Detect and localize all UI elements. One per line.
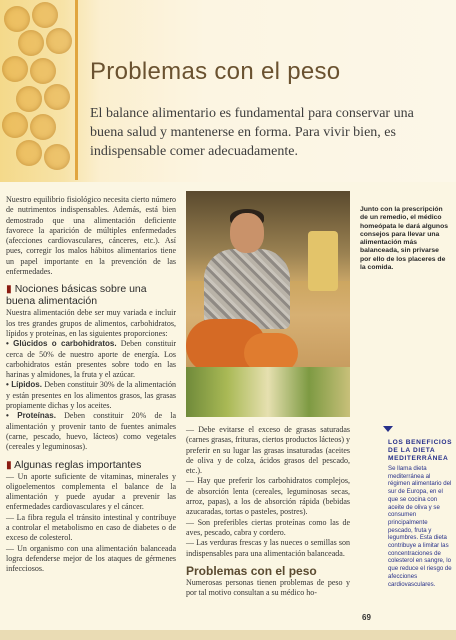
page-number: 69 [362, 613, 371, 622]
page-title: Problemas con el peso [90, 58, 341, 85]
paragraph: Nuestro equilibrio fisiológico necesita cierto número de nutrimentos indispensables. Además, está bien demostrado que una alimentación deficiente favorece la aparición de múltiples enfermedades (afecciones cardiovasculares, cánceres, etc.). Así pues, corregir los malos hábitos alimentarios tiene un papel importante en la prevención de las enfermedades. [6, 195, 176, 277]
list-item: — Hay que preferir los carbohidratos complejos, de absorción lenta (cereales, leguminosas secas, arroz, papas), a los de absorción rápida (bebidas azucaradas, tortas o pasteles, postres). [186, 476, 350, 517]
bullet-icon: ▮ [6, 283, 15, 296]
list-item: — Debe evitarse el exceso de grasas saturadas (carnes grasas, frituras, ciertos productos lácteos) y preferir en su lugar las grasas insaturadas (aceites de oliva y de colza, ácidos grasos del pescado, etc.). [186, 425, 350, 476]
list-item: — Un aporte suficiente de vitaminas, minerales y oligoelementos complementa el balance de la alimentación y puede ayudar a prevenir las enfermedades cardiovasculares y el cáncer. [6, 471, 176, 512]
footer-strip [0, 630, 456, 640]
honeycomb-decoration [0, 0, 80, 182]
paragraph: Numerosas personas tienen problemas de peso y por tal motivo consultan a su médico ho- [186, 577, 350, 598]
list-item: — Son preferibles ciertas proteínas como las de aves, pescado, cabra y cordero. [186, 517, 350, 537]
section-heading: ▮ Nociones básicas sobre una buena alimentación [6, 283, 147, 308]
accent-bar [75, 0, 78, 180]
triangle-marker-icon [383, 426, 393, 432]
bullet-icon: ▮ [6, 458, 15, 471]
list-item: — La fibra regula el tránsito intestinal y contribuye a controlar el metabolismo en caso de diabetes o de exceso de colesterol. [6, 512, 176, 543]
doctor-photo [186, 191, 350, 417]
sidebar-heading: LOS BENEFICIOS DE LA DIETA MEDITERRÁNEA [388, 439, 453, 463]
list-item: • Proteínas. Deben constituir 20% de la alimentación y provenir tanto de fuentes animales (carne, pescado, huevo, lácteos) como vegetales (cereales y leguminosas). [6, 411, 177, 452]
section-heading: ▮ Algunas reglas importantes [6, 458, 142, 471]
photo-caption: Junto con la prescripción de un remedio, el médico homeópata le dará algunos consejos para llevar una alimentación más balanceada, sin privarse por ello de los placeres de la comida. [360, 206, 449, 272]
list-item: — Las verduras frescas y las nueces o semillas son indispensables para una alimentación balanceada. [186, 538, 350, 558]
list-item: • Glúcidos o carbohidratos. Deben constituir cerca de 50% de nuestro aporte de energía. Los carbohidratos están presentes sobre todo en las harinas y almidones, la fruta y el azúcar. [6, 339, 176, 380]
intro-text: El balance alimentario es fundamental para conservar una buena salud y mantenerse en forma. Para vivir bien, es indispensable comer adecuadamente. [90, 106, 414, 159]
list-item: • Lípidos. Deben constituir 30% de la alimentación y están presentes en los alimentos grasos, las grasas propiamente dichas y los aceites. [6, 380, 177, 411]
section-heading: Problemas con el peso [186, 563, 317, 578]
paragraph: Nuestra alimentación debe ser muy variada e incluir los tres grandes grupos de alimentos, carbohidratos, lípidos y proteínas, en las siguientes proporciones: [6, 308, 176, 338]
column-left [6, 195, 176, 575]
sidebar-text: Se llama dieta mediterránea al régimen alimentario del sur de Europa, en el que se cocina con aceite de oliva y se consumen principalmente pescado, fruta y legumbres. Esta dieta contribuye a limitar las concentraciones de colesterol en sangre, lo que reduce el riesgo de afecciones cardiovasculares. [388, 465, 452, 588]
column-middle [186, 425, 350, 598]
list-item: — Un organismo con una alimentación balanceada logra defenderse mejor de los ataques de gérmenes infecciosos. [6, 543, 176, 574]
